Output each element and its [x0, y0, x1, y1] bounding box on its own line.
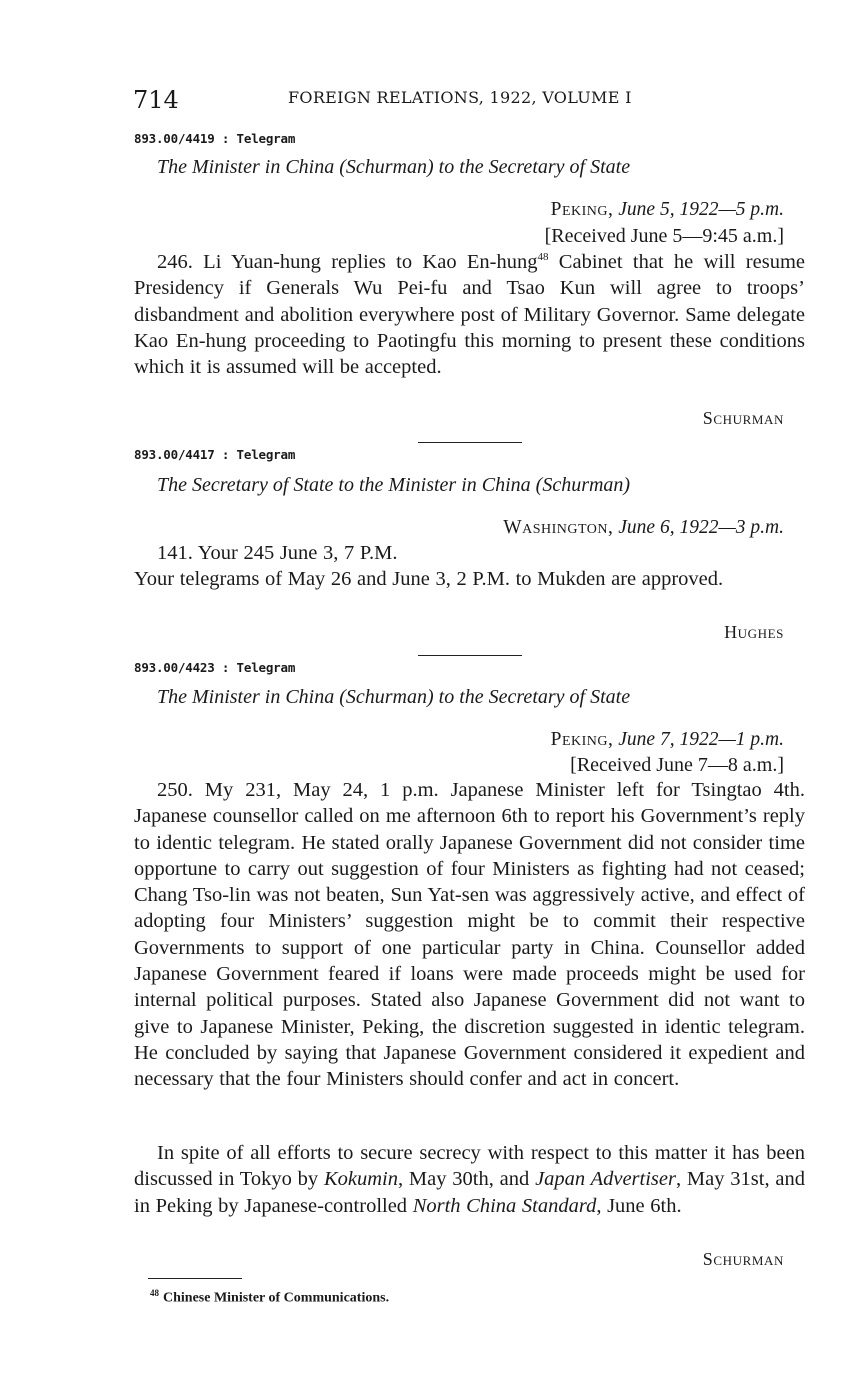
paragraph-text: , May 31st, and in Peking by Japanese-controlled — [134, 1168, 806, 1217]
section-divider — [418, 655, 522, 656]
dateline-date: June 7, 1922—1 p.m. — [618, 729, 784, 750]
dateline-place: Washington, — [503, 517, 614, 538]
running-title: FOREIGN RELATIONS, 1922, VOLUME I — [288, 88, 632, 107]
paragraph-text: In spite of all efforts to secure secrecy with respect to this matter it has been discussed in Tokyo by — [134, 1142, 805, 1191]
footnote-text: Chinese Minister of Communications. — [163, 1290, 390, 1306]
footnote-rule — [148, 1278, 242, 1279]
paragraph-text: , June 6th. — [596, 1194, 682, 1217]
telegram-paragraph — [134, 249, 805, 380]
footnote-mark: 48 — [150, 1288, 159, 1298]
dateline — [551, 199, 784, 221]
dateline-date: June 5, 1922—5 p.m. — [618, 199, 784, 220]
paragraph-text: , May 30th, and — [397, 1168, 536, 1191]
section-divider — [418, 442, 522, 443]
newspaper-title: Japan Advertiser — [535, 1168, 676, 1191]
page-number: 714 — [133, 86, 179, 114]
dateline-place: Peking, — [550, 729, 614, 750]
telegram-paragraph — [134, 1140, 805, 1219]
telegram-paragraph: 250. My 231, May 24, 1 p.m. Japanese Minister left for Tsingtao 4th. Japanese counsellor called on me afternoon 6th to report his Government’s reply to identic telegram. He stated orally Japanese Government did not consider time opportune to carry out suggestion of four Ministers as fighting had not ceased; Chang Tso-lin was not beaten, Sun Yat-sen was aggressively active, and effect of adopting four Ministers’ suggestion might be to commit their respective Governments to support of one particular party in China. Counsellor added Japanese Government feared if loans were made proceeds might be used for internal political purposes. Stated also Japanese Government did not want to give to Japanese Minister, Peking, the discretion suggested in identic telegram. He concluded by saying that Japanese Government considered it expedient and necessary that the four Ministers should confer and act in concert. — [134, 779, 805, 1091]
signature: Hughes — [724, 622, 784, 642]
footnote — [150, 1288, 389, 1307]
newspaper-title: Kokumin — [323, 1168, 398, 1191]
file-number: 893.00/4419 : Telegram — [134, 131, 296, 146]
dateline — [551, 729, 784, 751]
signature: Schurman — [702, 1249, 784, 1269]
document-heading: The Minister in China (Schurman) to the Secretary of State — [157, 686, 631, 708]
paragraph-text: 246. Li Yuan-hung replies to Kao En-hung — [157, 251, 538, 273]
file-number: 893.00/4417 : Telegram — [134, 447, 296, 462]
document-heading: The Minister in China (Schurman) to the Secretary of State — [157, 156, 631, 178]
telegram-paragraph: Your telegrams of May 26 and June 3, 2 P.M. to Mukden are approved. — [134, 568, 724, 590]
dateline-date: June 6, 1922—3 p.m. — [618, 517, 784, 538]
document-heading: The Secretary of State to the Minister in China (Schurman) — [157, 474, 631, 496]
dateline-place: Peking, — [550, 199, 614, 220]
file-number: 893.00/4423 : Telegram — [134, 660, 296, 675]
dateline — [503, 517, 784, 539]
received-line: [Received June 7—8 a.m.] — [570, 754, 784, 776]
signature: Schurman — [702, 408, 784, 428]
telegram-paragraph: 141. Your 245 June 3, 7 P.M. — [157, 542, 398, 564]
paragraph-text: Cabinet that he will resume Presidency if Generals Wu Pei-fu and Tsao Kun will agree to troops’ disbandment and abolition everywhere post of Military Governor. Same delegate Kao En-hung proceeding to Paotingfu this morning to present these conditions which it is assumed will be accepted. — [134, 251, 805, 379]
newspaper-title: North China Standard — [412, 1194, 597, 1217]
received-line: [Received June 5—9:45 a.m.] — [544, 225, 784, 247]
footnote-reference: 48 — [537, 251, 549, 264]
